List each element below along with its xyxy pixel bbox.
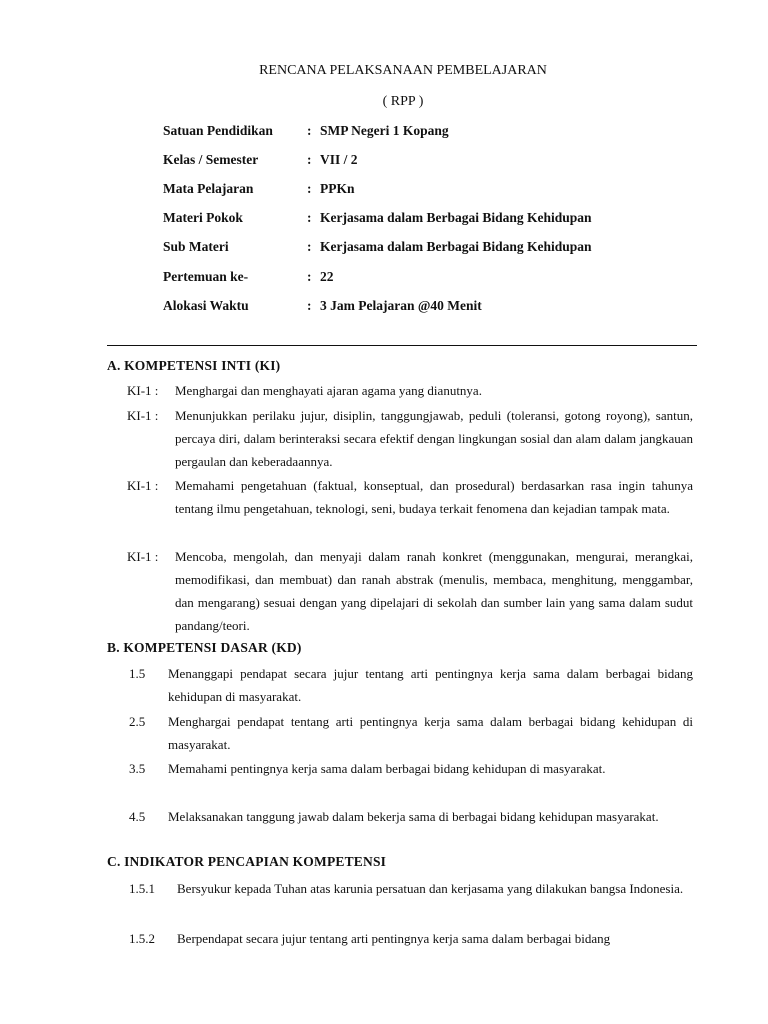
identity-label: Materi Pokok bbox=[163, 210, 243, 225]
document-subtitle: ( RPP ) bbox=[382, 94, 424, 109]
identity-label: Pertemuan ke- bbox=[163, 269, 249, 284]
kd-item bbox=[129, 710, 693, 756]
ki-text: Menunjukkan perilaku jujur, disiplin, tanggungjawab, peduli (toleransi, gotong royong), santun, percaya diri, dalam berinteraksi secara efektif dengan lingkungan sosial dan alam dalam jangkauan pergaulan dan keberadaannya. bbox=[175, 408, 693, 469]
identity-colon: : bbox=[307, 152, 312, 167]
identity-value: VII / 2 bbox=[320, 152, 358, 167]
ki-item bbox=[127, 474, 693, 520]
indikator-code: 1.5.2 bbox=[129, 931, 155, 946]
section-a-heading: A. KOMPETENSI INTI (KI) bbox=[107, 358, 281, 373]
kd-code: 1.5 bbox=[129, 666, 146, 681]
identity-colon: : bbox=[307, 123, 312, 138]
identity-label: Kelas / Semester bbox=[163, 152, 259, 167]
ki-text: Memahami pengetahuan (faktual, konseptual, dan prosedural) berdasarkan rasa ingin tahunya tentang ilmu pengetahuan, teknologi, seni, budaya terkait fenomena dan kejadian tampak mata. bbox=[175, 478, 693, 516]
section-b-heading: B. KOMPETENSI DASAR (KD) bbox=[107, 640, 302, 655]
identity-value: PPKn bbox=[320, 181, 355, 196]
identity-value: Kerjasama dalam Berbagai Bidang Kehidupan bbox=[320, 239, 592, 254]
identity-colon: : bbox=[307, 181, 312, 196]
kd-text: Menghargai pendapat tentang arti pentingnya kerja sama dalam berbagai bidang kehidupan di masyarakat. bbox=[168, 714, 693, 752]
ki-code: KI-1 : bbox=[127, 549, 159, 564]
identity-colon: : bbox=[307, 239, 312, 254]
indikator-item bbox=[129, 927, 693, 950]
identity-value: SMP Negeri 1 Kopang bbox=[320, 123, 449, 138]
kd-text: Melaksanakan tanggung jawab dalam bekerja sama di berbagai bidang kehidupan masyarakat. bbox=[168, 809, 659, 824]
ki-code: KI-1 : bbox=[127, 478, 159, 493]
indikator-text: Bersyukur kepada Tuhan atas karunia persatuan dan kerjasama yang dilakukan bangsa Indonesia. bbox=[177, 881, 684, 896]
kd-item bbox=[129, 662, 693, 708]
header-divider bbox=[107, 345, 697, 346]
document-title: RENCANA PELAKSANAAN PEMBELAJARAN bbox=[259, 63, 547, 78]
ki-code: KI-1 : bbox=[127, 408, 159, 423]
ki-text: Menghargai dan menghayati ajaran agama yang dianutnya. bbox=[175, 383, 482, 398]
ki-item bbox=[127, 404, 693, 473]
kd-text: Memahami pentingnya kerja sama dalam berbagai bidang kehidupan di masyarakat. bbox=[168, 761, 606, 776]
kd-code: 2.5 bbox=[129, 714, 146, 729]
identity-label: Sub Materi bbox=[163, 239, 229, 254]
ki-code: KI-1 : bbox=[127, 383, 159, 398]
kd-item bbox=[129, 757, 693, 780]
identity-value: 3 Jam Pelajaran @40 Menit bbox=[320, 298, 482, 313]
kd-text: Menanggapi pendapat secara jujur tentang arti pentingnya kerja sama dalam berbagai bidang kehidupan di masyarakat. bbox=[168, 666, 693, 704]
identity-label: Satuan Pendidikan bbox=[163, 123, 273, 138]
identity-label: Mata Pelajaran bbox=[163, 181, 254, 196]
indikator-code: 1.5.1 bbox=[129, 881, 155, 896]
indikator-item bbox=[129, 877, 693, 900]
section-c-heading: C. INDIKATOR PENCAPIAN KOMPETENSI bbox=[107, 854, 387, 869]
identity-value: 22 bbox=[320, 269, 334, 284]
ki-text: Mencoba, mengolah, dan menyaji dalam ranah konkret (menggunakan, mengurai, merangkai, memodifikasi, dan membuat) dan ranah abstrak (menulis, membaca, menghitung, menggambar, dan mengarang) sesuai dengan yang dipelajari di sekolah dan sumber lain yang sama dalam sudut pandang/teori. bbox=[175, 549, 693, 633]
ki-item bbox=[127, 545, 693, 637]
kd-code: 4.5 bbox=[129, 809, 146, 824]
identity-colon: : bbox=[307, 298, 312, 313]
ki-item bbox=[127, 379, 693, 402]
indikator-text: Berpendapat secara jujur tentang arti pentingnya kerja sama dalam berbagai bidang bbox=[177, 931, 611, 946]
identity-label: Alokasi Waktu bbox=[163, 298, 249, 313]
kd-item bbox=[129, 805, 693, 828]
identity-colon: : bbox=[307, 269, 312, 284]
identity-colon: : bbox=[307, 210, 312, 225]
identity-value: Kerjasama dalam Berbagai Bidang Kehidupan bbox=[320, 210, 592, 225]
kd-code: 3.5 bbox=[129, 761, 146, 776]
